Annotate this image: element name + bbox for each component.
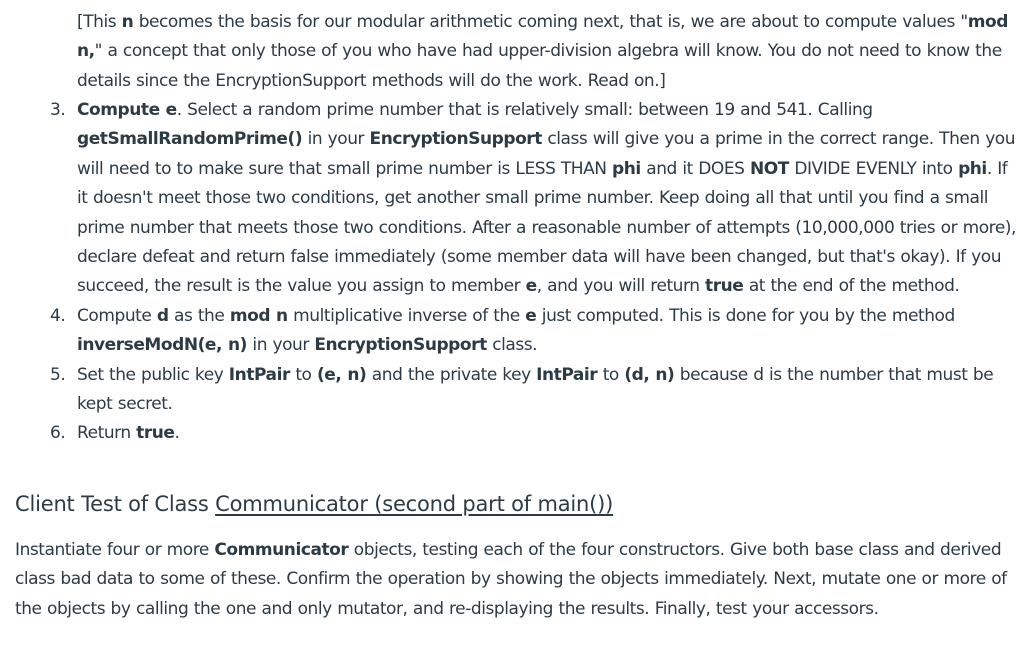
steps-list xyxy=(0,96,1024,449)
text-run: because d is the number that must be kept secret. xyxy=(77,364,994,415)
text-run: and it DOES xyxy=(640,158,750,179)
bold-text-run: (e, n) xyxy=(316,364,367,385)
bold-text-run: d xyxy=(156,305,169,326)
bold-text-run: EncryptionSupport xyxy=(314,335,487,356)
text-run: class. xyxy=(486,335,538,356)
bold-text-run: (d, n) xyxy=(624,364,675,385)
step-return-true xyxy=(0,419,1024,448)
text-run: and the private key xyxy=(366,364,537,385)
text-run: multiplicative inverse of the xyxy=(287,305,526,326)
bold-text-run: true xyxy=(705,276,744,297)
bold-text-run: mod n, xyxy=(77,12,1008,62)
bold-text-run: phi xyxy=(612,158,641,179)
text-run: . xyxy=(174,423,180,444)
bold-text-run: true xyxy=(136,423,175,444)
bold-text-run: phi xyxy=(958,158,987,179)
text-run: at the end of the method. xyxy=(743,276,960,297)
step-number: 5. xyxy=(50,364,66,385)
bold-text-run: Communicator xyxy=(214,540,349,560)
text-run: " a concept that only those of you who have had upper-division algebra will know. You do not need to know the details since the EncryptionSupport methods will do the work. Read on.] xyxy=(77,41,1002,91)
text-run: Compute xyxy=(77,305,157,326)
step-number: 6. xyxy=(50,423,66,444)
bold-text-run: IntPair xyxy=(228,364,290,385)
bold-text-run: n xyxy=(121,12,134,32)
bold-text-run: e xyxy=(525,276,537,297)
bold-text-run: inverseModN(e, n) xyxy=(77,335,247,356)
text-run: in your xyxy=(302,129,370,150)
phi-note-paragraph xyxy=(77,8,1023,96)
text-run: objects, testing each of the four constructors. Give both base class and derived class bad data to some of these. Confirm the operation by showing the objects immediately. Next, mutate one or more of the objects by calling the one and only mutator, and re-displaying the results. Finally, test your accessors. xyxy=(15,540,1007,619)
bold-text-run: mod n xyxy=(229,305,288,326)
text-run: , and you will return xyxy=(536,276,706,297)
text-run: becomes the basis for our modular arithmetic coming next, that is, we are about to compute values " xyxy=(133,12,968,32)
text-run: Set the public key xyxy=(77,364,229,385)
text-run: Return xyxy=(77,423,137,444)
bold-text-run: Compute e xyxy=(77,100,177,120)
text-run: to xyxy=(597,364,625,385)
text-run: . Select a random prime number that is relatively small: between 19 and 541. Calling xyxy=(176,100,873,120)
bold-text-run: NOT xyxy=(749,158,789,179)
heading-text: Client Test of Class xyxy=(15,492,216,516)
text-run: to xyxy=(289,364,317,385)
client-test-paragraph xyxy=(15,536,1015,624)
step-number: 4. xyxy=(50,305,66,326)
text-run: class will give you a prime in the correct range. Then you will need to to make sure that small prime number is LESS THAN xyxy=(77,129,1016,179)
bold-text-run: IntPair xyxy=(536,364,598,385)
step-set-keys xyxy=(0,361,1024,420)
section-heading xyxy=(15,489,613,519)
text-run: Instantiate four or more xyxy=(15,540,215,560)
text-run: DIVIDE EVENLY into xyxy=(788,158,959,179)
text-run: [This xyxy=(77,12,122,32)
step-compute-e xyxy=(0,96,1024,302)
text-run: as the xyxy=(168,305,230,326)
text-run: just computed. This is done for you by the method xyxy=(536,305,955,326)
heading-link[interactable]: Communicator (second part of main()) xyxy=(215,492,614,516)
step-compute-d xyxy=(0,302,1024,361)
bold-text-run: e xyxy=(525,305,537,326)
bold-text-run: EncryptionSupport xyxy=(369,129,542,150)
bold-text-run: getSmallRandomPrime() xyxy=(77,129,303,150)
step-number: 3. xyxy=(50,100,66,120)
text-run: in your xyxy=(246,335,315,356)
text-run: . If it doesn't meet those two conditions, get another small prime number. Keep doing all that until you find a small prime number that meets those two conditions. After a reasonable number of attempts (10,000,000 tries or more), declare defeat and return false immediately (some member data will have been changed, but that's okay). If you succeed, the result is the value you assign to member xyxy=(77,158,1016,297)
